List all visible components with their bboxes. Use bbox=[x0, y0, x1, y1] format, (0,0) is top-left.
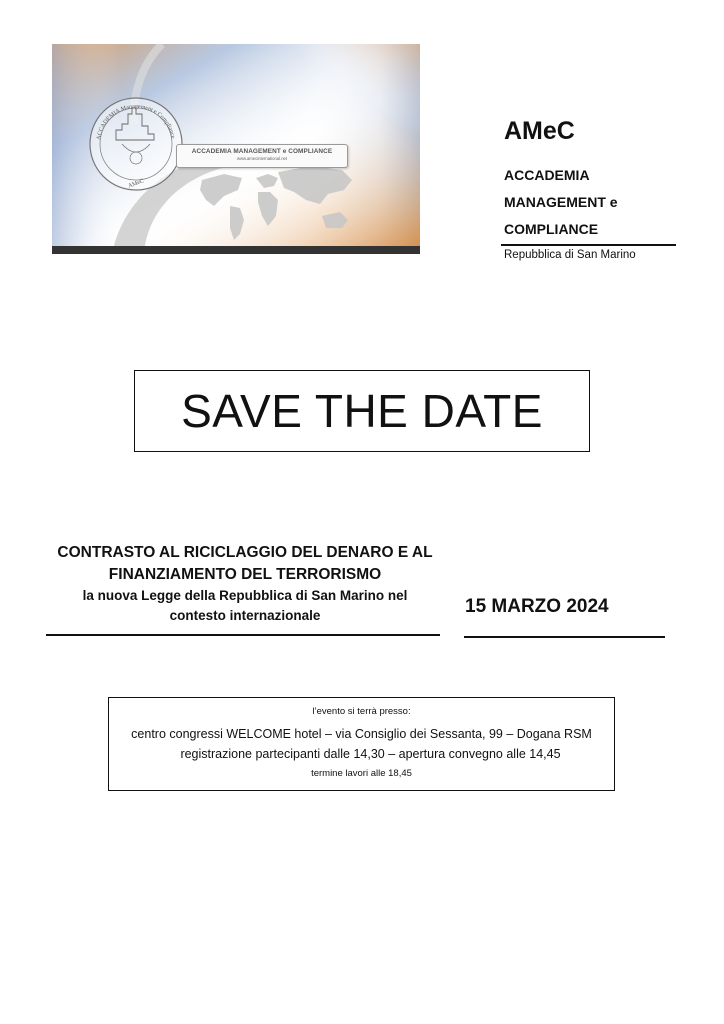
save-the-date-box bbox=[134, 370, 590, 452]
venue-registration: registrazione partecipanti dalle 14,30 – apertura convegno alle 14,45 bbox=[180, 747, 561, 761]
event-title-line: FINANZIAMENTO DEL TERRORISMO bbox=[108, 566, 382, 583]
event-title-line: CONTRASTO AL RICICLAGGIO DEL DENARO E AL bbox=[57, 544, 433, 561]
logo-url: www.amecinternational.net bbox=[236, 156, 288, 161]
logo-label-box bbox=[176, 144, 348, 168]
date-divider bbox=[464, 636, 665, 638]
svg-text:ACCADEMIA Management e Complia: ACCADEMIA Management e Compliance bbox=[96, 104, 176, 141]
academy-seal bbox=[90, 98, 182, 190]
venue-address: centro congressi WELCOME hotel – via Consiglio dei Sessanta, 99 – Dogana RSM bbox=[131, 727, 592, 741]
org-name-line: ACCADEMIA bbox=[504, 167, 590, 183]
venue-end-time: termine lavori alle 18,45 bbox=[311, 768, 412, 779]
save-the-date-heading: SAVE THE DATE bbox=[181, 385, 543, 437]
svg-text:AMeC: AMeC bbox=[127, 178, 145, 190]
event-title bbox=[46, 542, 444, 626]
logo-label: ACCADEMIA MANAGEMENT e COMPLIANCE bbox=[191, 148, 333, 155]
event-date: 15 MARZO 2024 bbox=[465, 596, 609, 617]
event-subtitle-line: contesto internazionale bbox=[169, 608, 321, 623]
event-subtitle-line: la nuova Legge della Repubblica di San Marino nel bbox=[82, 588, 408, 603]
org-acronym: AMeC bbox=[504, 117, 575, 145]
org-name-line: COMPLIANCE bbox=[504, 221, 599, 237]
venue-box bbox=[108, 697, 615, 791]
org-name-line: MANAGEMENT e bbox=[504, 194, 618, 210]
title-divider bbox=[46, 634, 440, 636]
org-country: Repubblica di San Marino bbox=[504, 249, 636, 261]
logo-banner bbox=[52, 44, 420, 254]
header-divider bbox=[501, 244, 676, 246]
org-name bbox=[504, 162, 674, 243]
venue-intro: l’evento si terrà presso: bbox=[312, 706, 411, 717]
